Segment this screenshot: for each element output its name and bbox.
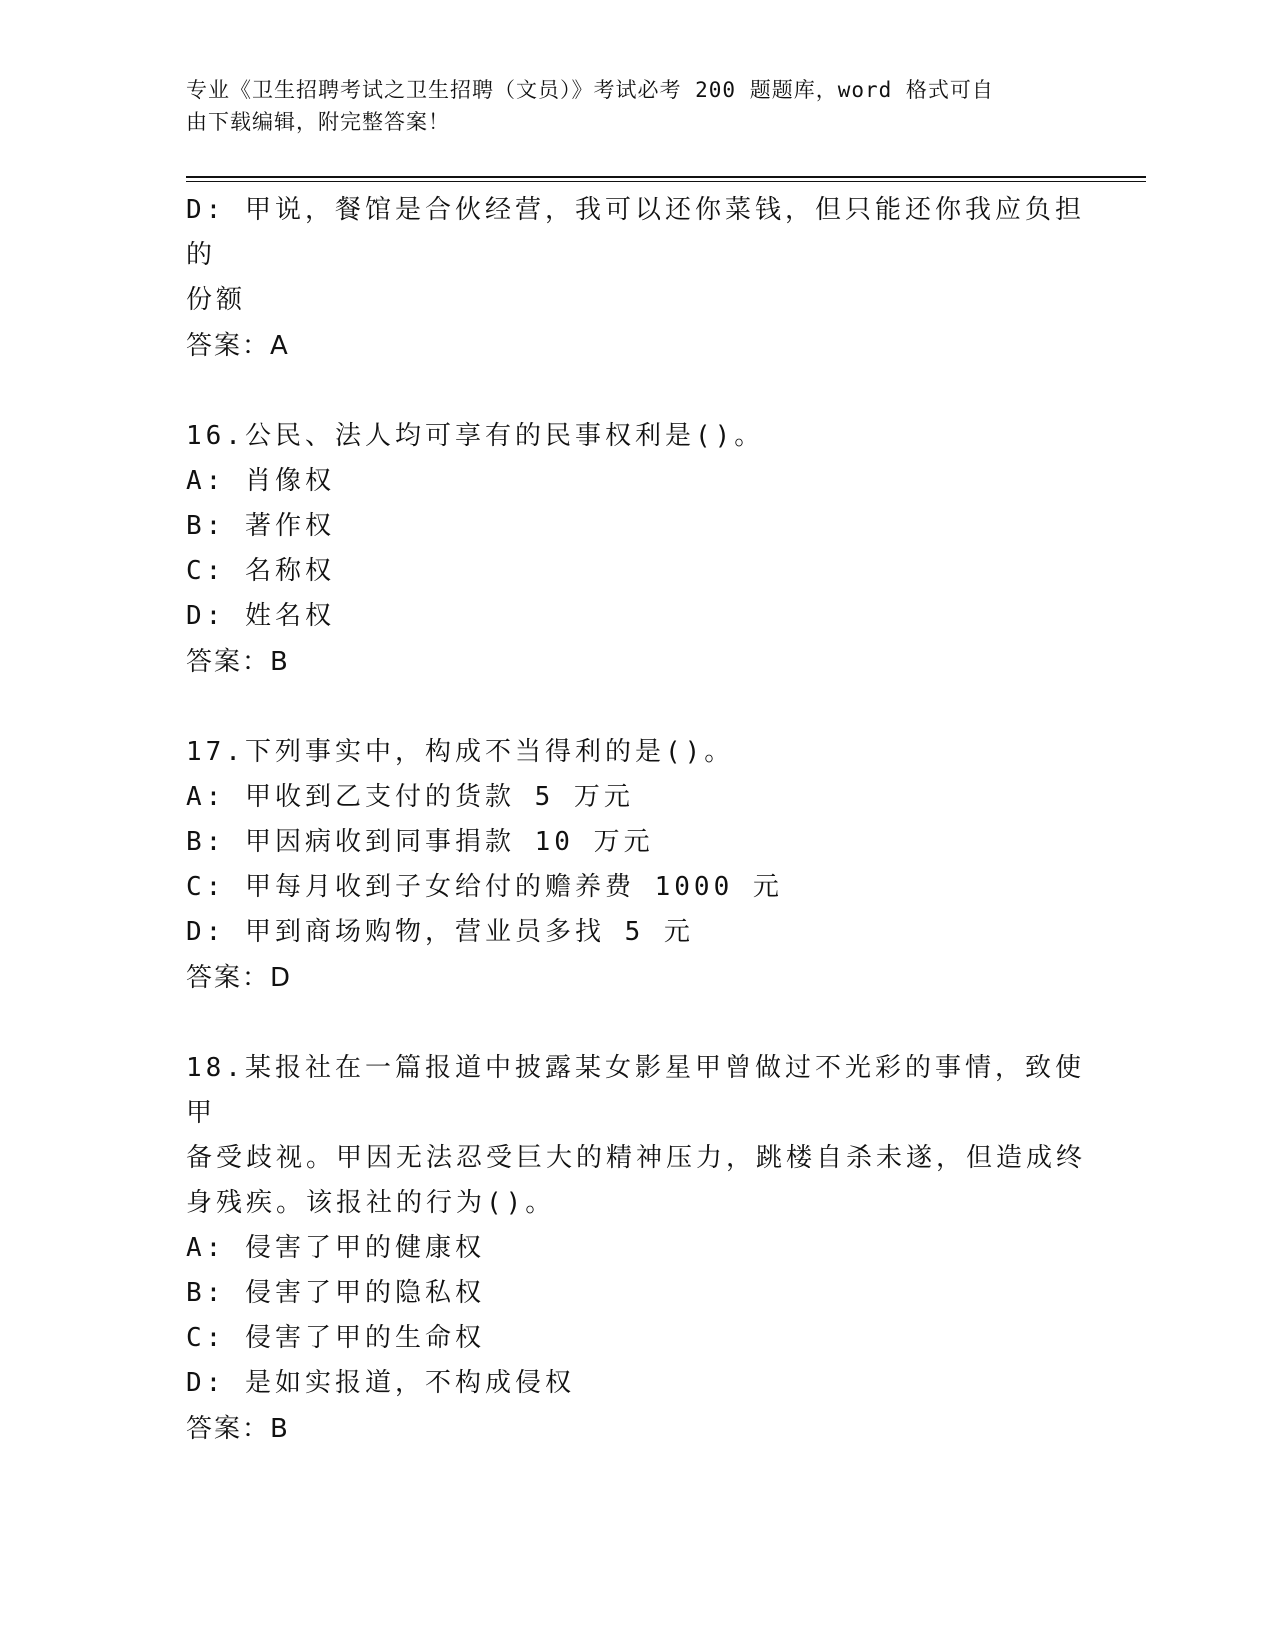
question-15-tail [186, 188, 1086, 369]
question-spacer [186, 1001, 1086, 1046]
option-d-line-1: D: 甲说，餐馆是合伙经营，我可以还你菜钱，但只能还你我应负担的 [186, 195, 1085, 270]
question-spacer [186, 369, 1086, 414]
option-c: C: 甲每月收到子女给付的赡养费 1000 元 [186, 872, 783, 902]
question-stem-line-1: 18.某报社在一篇报道中披露某女影星甲曾做过不光彩的事情，致使甲 [186, 1053, 1085, 1128]
option-d: D: 姓名权 [186, 601, 335, 631]
answer-label: 答案：B [186, 647, 290, 677]
option-b: B: 甲因病收到同事捐款 10 万元 [186, 827, 654, 857]
answer-label: 答案：B [186, 1414, 290, 1444]
question-18 [186, 1046, 1086, 1452]
option-d-line-2: 份额 [186, 285, 247, 315]
answer-label: 答案：A [186, 331, 290, 361]
option-c: C: 名称权 [186, 556, 335, 586]
question-16 [186, 414, 1086, 685]
answer-label: 答案：D [186, 963, 293, 993]
question-content [186, 188, 1086, 1452]
header-divider-thin [186, 181, 1146, 182]
option-c: C: 侵害了甲的生命权 [186, 1323, 485, 1353]
header-title-line-1: 专业《卫生招聘考试之卫生招聘（文员）》考试必考 200 题题库，word 格式可自 [186, 78, 994, 102]
option-d: D: 是如实报道，不构成侵权 [186, 1368, 575, 1398]
option-a: A: 肖像权 [186, 466, 335, 496]
question-stem-line-3: 身残疾。该报社的行为()。 [186, 1188, 556, 1218]
option-a: A: 甲收到乙支付的货款 5 万元 [186, 782, 634, 812]
question-17 [186, 730, 1086, 1001]
option-b: B: 著作权 [186, 511, 335, 541]
header-title-line-2: 由下载编辑，附完整答案！ [186, 110, 450, 134]
option-b: B: 侵害了甲的隐私权 [186, 1278, 485, 1308]
question-stem-line-2: 备受歧视。甲因无法忍受巨大的精神压力，跳楼自杀未遂，但造成终 [186, 1143, 1087, 1173]
option-d: D: 甲到商场购物，营业员多找 5 元 [186, 917, 694, 947]
question-stem: 17.下列事实中，构成不当得利的是()。 [186, 737, 735, 767]
document-header [186, 74, 1086, 138]
option-a: A: 侵害了甲的健康权 [186, 1233, 485, 1263]
question-stem: 16.公民、法人均可享有的民事权利是()。 [186, 421, 765, 451]
question-spacer [186, 685, 1086, 730]
header-divider-thick [186, 176, 1146, 178]
